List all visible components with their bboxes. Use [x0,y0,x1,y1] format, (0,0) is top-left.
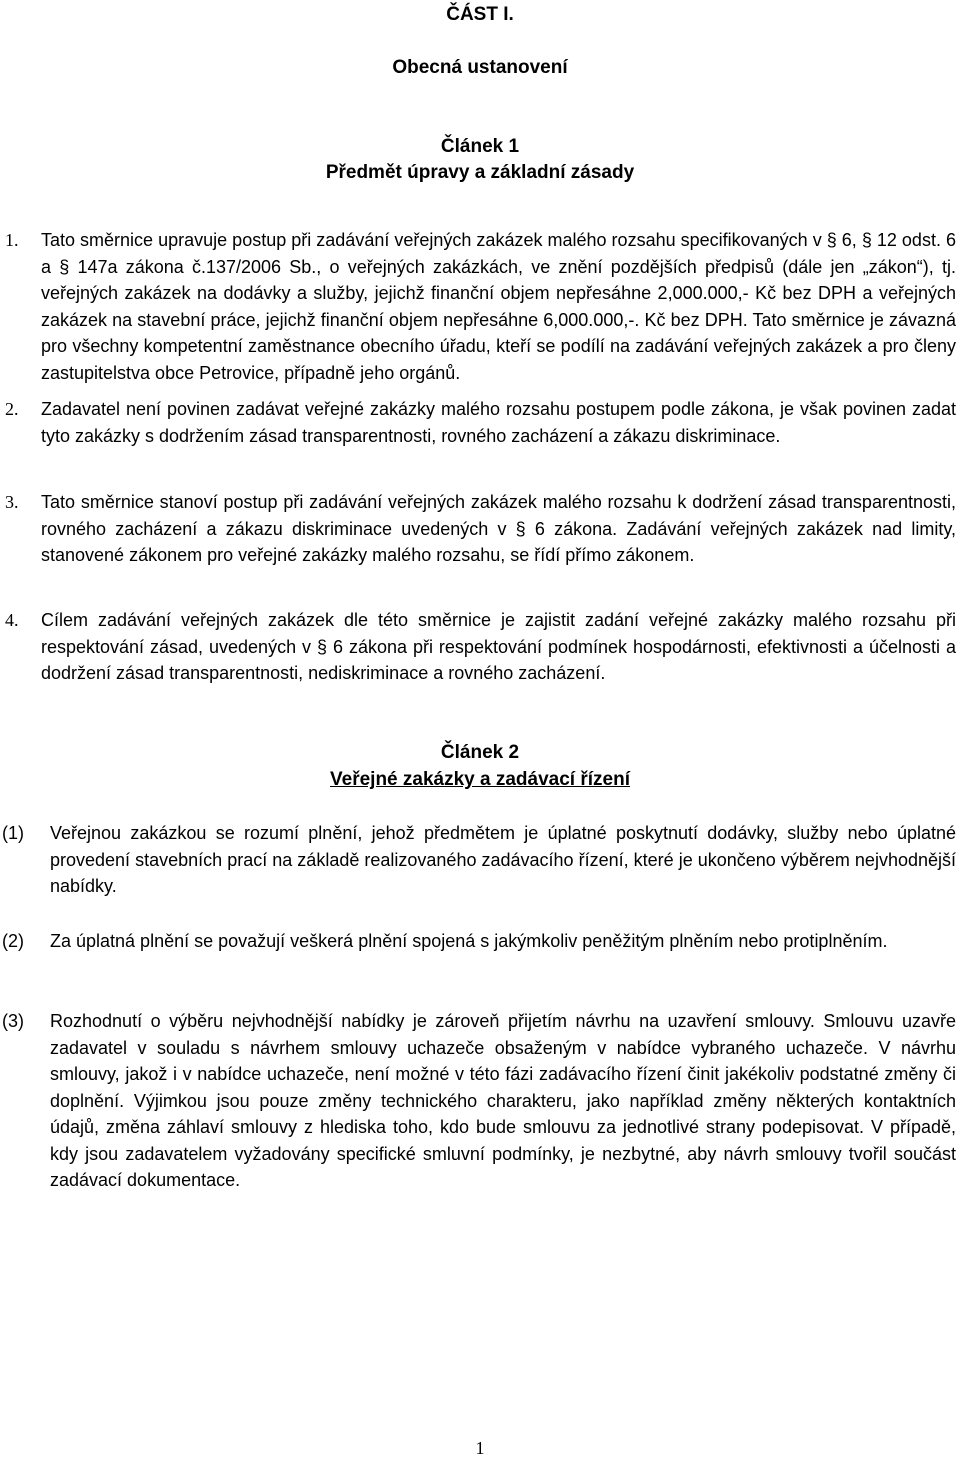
article1-item-number: 2. [5,399,19,419]
article2-item-text [50,1008,956,1194]
paragraph: Cílem zadávání veřejných zakázek dle této směrnice je zajistit zadání veřejné zakázky malého rozsahu při respektování zásad, uvedených v § 6 zákona při respektování podmínek hospodárnosti, efektivnosti a účelnosti a dodržení zásad transparentnosti, nediskriminace a rovného zacházení. [41,610,956,683]
article2-item-number: (1) [2,823,24,843]
article2-item-number: (2) [2,931,24,951]
article2-item-number: (3) [2,1011,24,1031]
article1-item-number: 1. [5,230,19,250]
paragraph: Zadavatel není povinen zadávat veřejné zakázky malého rozsahu postupem podle zákona, je však povinen zadat tyto zakázky s dodržením zásad transparentnosti, rovného zacházení a zákazu diskriminace. [41,399,956,446]
page-number: 1 [475,1438,485,1458]
paragraph: Za úplatná plnění se považují veškerá plnění spojená s jakýmkoliv peněžitým plněním nebo protiplněním. [50,931,888,951]
paragraph: Tato směrnice stanoví postup při zadávání veřejných zakázek malého rozsahu k dodržení zásad transparentnosti, rovného zacházení a zákazu diskriminace uvedených v § 6 zákona. Zadávání veřejných zakázek nad limity, stanovené zákonem pro veřejné zakázky malého rozsahu, se řídí přímo zákonem. [41,492,956,565]
article1-item-text [41,489,956,569]
article1-item-text [41,607,956,687]
article2-heading: Článek 2 [440,742,520,763]
article1-title: Předmět úpravy a základní zásady [325,162,635,183]
paragraph: Tato směrnice upravuje postup při zadávání veřejných zakázek malého rozsahu specifikovaných v § 6, § 12 odst. 6 a § 147a zákona č.137/2006 Sb., o veřejných zakázkách, ve znění pozdějších předpisů (dále jen „zákon“), tj. veřejných zakázek na dodávky a služby, jejichž finanční objem nepřesáhne 2,000.000,- Kč bez DPH a veřejných zakázek na stavební práce, jejichž finanční objem nepřesáhne 6,000.000,-. Kč bez DPH. Tato směrnice je závazná pro všechny kompetentní zaměstnance obecního úřadu, kteří se podílí na zadávání veřejných zakázek a pro členy zastupitelstva obce Petrovice, případně jeho orgánů. [41,230,956,383]
article1-item-number: 4. [5,610,19,630]
part-title: ČÁST I. [446,4,514,25]
paragraph: Veřejnou zakázkou se rozumí plnění, jehož předmětem je úplatné poskytnutí dodávky, služby nebo úplatné provedení stavebních prací na základě realizovaného zadávacího řízení, které je ukončeno výběrem nejvhodnější nabídky. [50,823,956,896]
paragraph: Rozhodnutí o výběru nejvhodnější nabídky je zároveň přijetím návrhu na uzavření smlouvy. Smlouvu uzavře zadavatel v souladu s návrhem smlouvy uchazeče obsaženým v nabídce vybraného uchazeče. V návrhu smlouvy, jakož i v nabídce uchazeče, není možné v této fázi zadávacího řízení činit jakékoliv podstatné změny či doplnění. Výjimkou jsou pouze změny technického charakteru, jako například změny některých kontaktních údajů, změna záhlaví smlouvy z hlediska toho, kdo bude smlouvu za jednotlivé strany podepisovat. V případě, kdy jsou zadavatelem vyžadovány specifické smluvní podmínky, je nezbytné, aby návrh smlouvy tvořil součást zadávací dokumentace. [50,1011,956,1190]
article2-item-text [50,820,956,900]
article1-heading: Článek 1 [440,136,520,157]
article2-item-text [50,928,956,955]
part-subtitle: Obecná ustanovení [392,57,568,78]
article1-item-number: 3. [5,492,19,512]
article2-title [0,769,960,791]
article1-item-text [41,396,956,449]
article2-title-text: Veřejné zakázky a zadávací řízení [330,769,630,790]
article1-item-text [41,227,956,386]
